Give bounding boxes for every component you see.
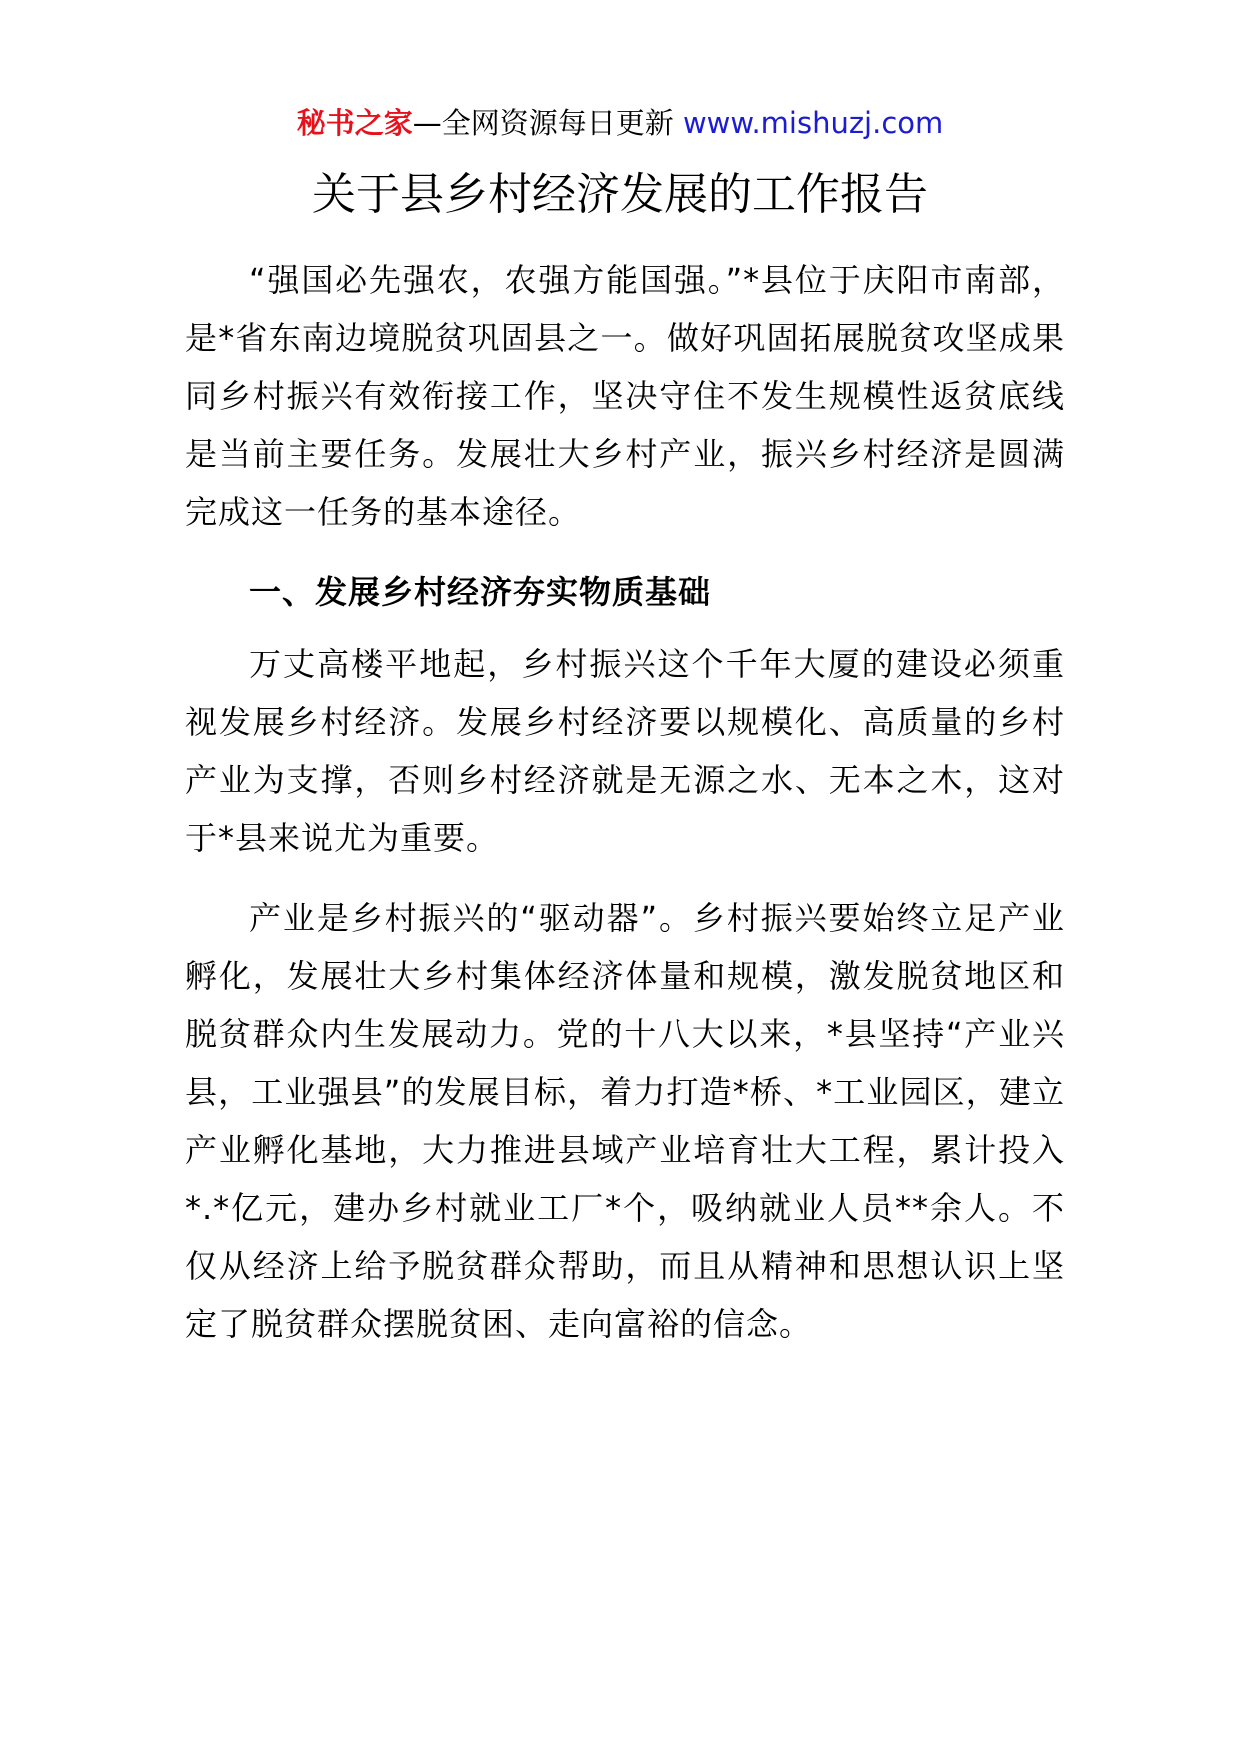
header-slogan: —全网资源每日更新 xyxy=(412,106,674,140)
body-paragraph: 产业是乡村振兴的“驱动器”。乡村振兴要始终立足产业孵化，发展壮大乡村集体经济体量和规模，激发脱贫地区和脱贫群众内生发展动力。党的十八大以来，*县坚持“产业兴县，工业强县”的发展目标，着力打造*桥、*工业园区，建立产业孵化基地，大力推进县域产业培育壮大工程，累计投入*.*亿元，建办乡村就业工厂*个，吸纳就业人员**余人。不仅从经济上给予脱贫群众帮助，而且从精神和思想认识上坚定了脱贫群众摆脱贫困、走向富裕的信念。 xyxy=(185,899,1065,1343)
site-url[interactable]: www.mishuzj.com xyxy=(682,106,944,140)
intro-paragraph: “强国必先强农，农强方能国强。”*县位于庆阳市南部，是*省东南边境脱贫巩固县之一。做好巩固拓展脱贫攻坚成果同乡村振兴有效衔接工作，坚决守住不发生规模性返贫底线是当前主要任务。发展壮大乡村产业，振兴乡村经济是圆满完成这一任务的基本途径。 xyxy=(185,261,1065,531)
section-heading: 一、发展乡村经济夯实物质基础 xyxy=(249,573,712,611)
site-header xyxy=(0,103,1240,143)
body-paragraph: 万丈高楼平地起，乡村振兴这个千年大厦的建设必须重视发展乡村经济。发展乡村经济要以规模化、高质量的乡村产业为支撑，否则乡村经济就是无源之水、无本之木，这对于*县来说尤为重要。 xyxy=(185,645,1065,857)
brand-name: 秘书之家 xyxy=(296,106,413,140)
document-title: 关于县乡村经济发展的工作报告 xyxy=(312,169,928,220)
document-body xyxy=(185,251,1065,1353)
